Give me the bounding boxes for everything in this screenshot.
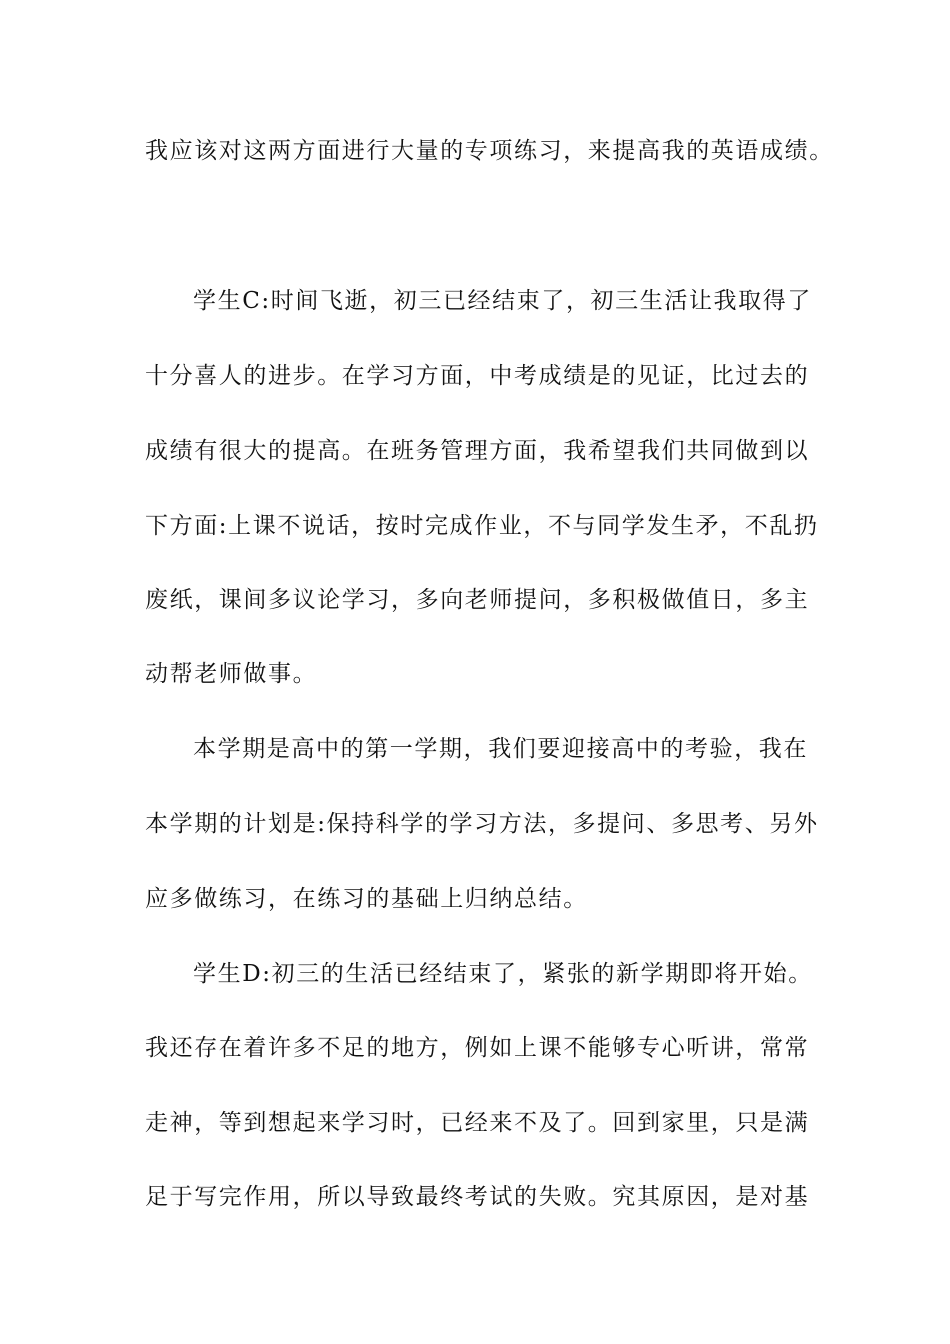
paragraph-start-line: 本学期是高中的第一学期，我们要迎接高中的考验，我在 — [193, 736, 808, 762]
text-line: 十分喜人的进步。在学习方面，中考成绩是的见证，比过去的 — [145, 363, 810, 389]
text-line: 足于写完作用，所以导致最终考试的失败。究其原因，是对基 — [145, 1184, 810, 1210]
text-line: 本学期的计划是:保持科学的学习方法，多提问、多思考、另外 — [145, 811, 819, 837]
text-line: 我还存在着许多不足的地方，例如上课不能够专心听讲，常常 — [145, 1035, 810, 1061]
text-line: 走神，等到想起来学习时，已经来不及了。回到家里，只是满 — [145, 1110, 810, 1136]
text-line: 下方面:上课不说话，按时完成作业，不与同学发生矛，不乱扔 — [145, 513, 819, 539]
paragraph-start-line: 学生D:初三的生活已经结束了，紧张的新学期即将开始。 — [193, 961, 813, 987]
paragraph-start-line: 学生C:时间飞逝，初三已经结束了，初三生活让我取得了 — [193, 288, 812, 314]
text-line: 成绩有很大的提高。在班务管理方面，我希望我们共同做到以 — [145, 438, 810, 464]
text-line: 我应该对这两方面进行大量的专项练习，来提高我的英语成绩。 — [145, 138, 834, 164]
text-line: 动帮老师做事。 — [145, 661, 318, 687]
text-line: 废纸，课间多议论学习，多向老师提问，多积极做值日，多主 — [145, 587, 810, 613]
text-line: 应多做练习，在练习的基础上归纳总结。 — [145, 886, 588, 912]
